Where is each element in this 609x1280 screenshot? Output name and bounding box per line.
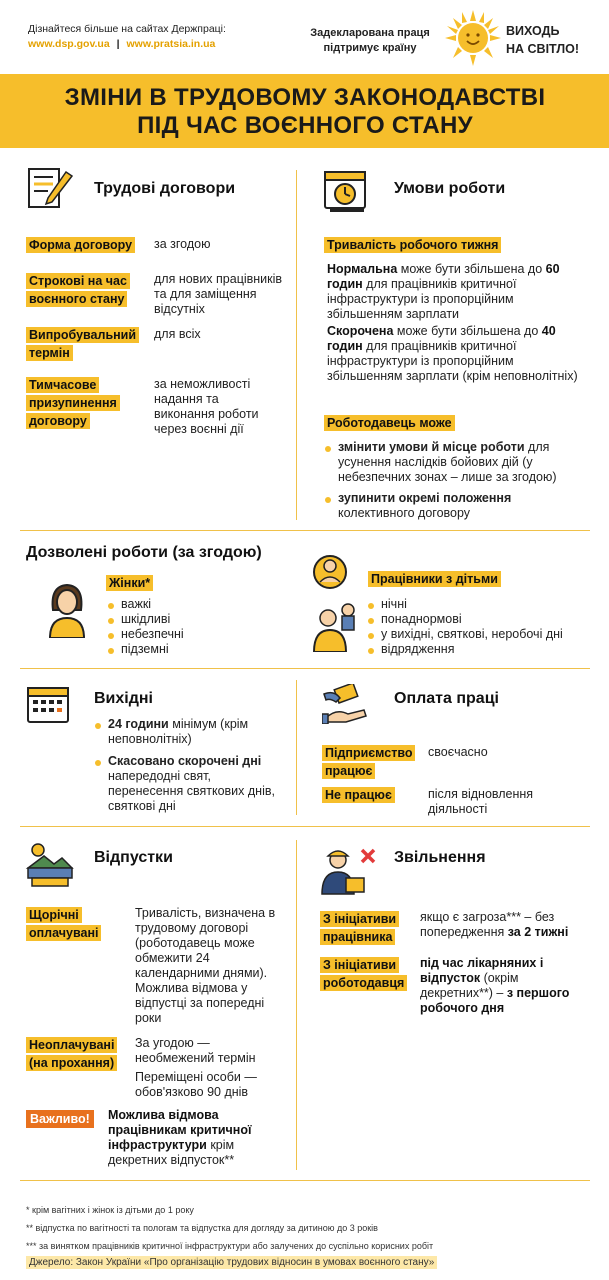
dismissal-employee-text (420, 910, 590, 940)
bullet-dot (108, 648, 114, 654)
contracts-title: Трудові договори (94, 180, 236, 197)
conditions-title: Умови роботи (394, 180, 506, 197)
short-hours: 40 годин (327, 324, 556, 353)
link-pratsia[interactable]: www.pratsia.in.ua (126, 38, 216, 50)
unpaid-tag: Неоплачувані (на прохання) (26, 1037, 117, 1071)
calendar-clock-icon (322, 166, 370, 214)
link-dsp[interactable]: www.dsp.gov.ua (28, 38, 110, 50)
slogan (300, 26, 440, 56)
weekend-cancel-item (108, 754, 288, 814)
dismissal-employee-tag: З ініціативи працівника (320, 911, 399, 945)
unpaid-wrap (26, 1036, 122, 1072)
divider-h2 (20, 668, 590, 669)
money-hands-icon (322, 684, 368, 724)
contract-form-text: за згодою (154, 237, 211, 251)
woman-icon (42, 580, 92, 638)
bullet-dot (325, 497, 331, 503)
bullet-dot (108, 618, 114, 624)
contracts-row-suspend (26, 376, 136, 430)
bullet-dot (325, 446, 331, 452)
contract-fixed-tag: Строкові на час воєнного стану (26, 273, 130, 307)
threat-mid: *** – без попередження (420, 910, 555, 939)
contract-document-icon (26, 166, 74, 212)
contract-fixed-text: для нових працівників та для заміщення відсутніх (154, 272, 283, 316)
week-duration-wrap (324, 236, 501, 254)
weekend-min-item (108, 717, 288, 747)
women-tag: Жінки* (106, 575, 153, 591)
weekend-cancel-bold: Скасовано скорочені дні (108, 754, 262, 768)
dismissal-employer-wrap (320, 956, 404, 992)
footnote-1: * крім вагітних і жінок із дітьми до 1 року (26, 1205, 194, 1215)
divider-h1 (20, 530, 590, 531)
vacations-title: Відпустки (94, 849, 173, 866)
annual-tag: Щорічні оплачувані (26, 907, 101, 941)
threat-text: якщо є загроза (420, 910, 507, 924)
parents-with-children-icon (308, 550, 360, 652)
vacation-landscape-icon (24, 838, 76, 888)
pay-working-tag: Підприємство працює (322, 745, 415, 779)
week-duration-tag: Тривалість робочого тижня (324, 237, 501, 253)
change-bold: змінити умови й місце роботи (338, 440, 525, 454)
bullet-dot (368, 618, 374, 624)
divider-v2 (296, 680, 297, 815)
divider-v3 (296, 840, 297, 1170)
weekend-cancel-rest: напередодні свят, перенесення святкових днів, святкові дні (108, 769, 275, 813)
allowed-title: Дозволені роботи (за згодою) (26, 544, 262, 561)
short-a: може бути збільшена до (393, 324, 542, 338)
brand-line1: ВИХОДЬ (506, 24, 560, 38)
contracts-row-fixed (26, 272, 146, 308)
suspend-rest: колективного договору (338, 506, 471, 520)
sun-logo-icon (444, 8, 502, 66)
contract-suspend-tag: Тимчасове призупинення договору (26, 377, 120, 429)
title-line1: ЗМІНИ В ТРУДОВОМУ ЗАКОНОДАВСТВІ (64, 84, 546, 111)
weekend-min-rest: мінімум (крім неповнолітніх) (108, 717, 249, 746)
parents-item: у вихідні, святкові, неробочі дні (381, 627, 563, 641)
bullet-dot (95, 723, 101, 729)
weekends-title: Вихідні (94, 690, 153, 707)
info-label: Дізнайтеся більше на сайтах Держпраці: (28, 23, 226, 35)
contract-suspend-text: за неможливості надання та виконання роботи через воєнні дії (154, 377, 259, 436)
pay-working-text: своєчасно (428, 745, 488, 759)
slogan-line1: Задекларована праця (310, 27, 430, 39)
page-title (20, 84, 590, 140)
parents-wrap (368, 570, 501, 588)
contracts-row-form (26, 236, 146, 254)
sick-end: з першого робочого дня (420, 986, 570, 1015)
pay-title: Оплата праці (394, 690, 499, 707)
employer-can-wrap (324, 414, 455, 432)
contract-probation-tag: Випробувальний термін (26, 327, 139, 361)
contracts-row-probation (26, 326, 146, 362)
important-badge: Важливо! (26, 1110, 94, 1128)
weekend-min-bold: 24 години (108, 717, 169, 731)
women-item: шкідливі (121, 612, 171, 626)
short-b: для працівників критичної інфраструктури із пропорційним збільшенням зарплати (крім неповнолітніх) (327, 339, 578, 383)
important-text (108, 1108, 288, 1168)
contract-form-tag: Форма договору (26, 237, 135, 253)
divider-h4 (20, 1180, 590, 1181)
change-rest: для усунення наслідків бойових дій (у небезпечних зонах – лише за згодою) (338, 440, 557, 484)
unpaid-text1: За угодою — необмежений термін (135, 1036, 256, 1065)
normal-a: може бути збільшена до (397, 262, 546, 276)
contract-probation-text: для всіх (154, 327, 201, 341)
divider-h3 (20, 826, 590, 827)
normal-hours: 60 годин (327, 262, 560, 291)
dismissal-employee-wrap (320, 910, 400, 946)
brand-text (506, 22, 579, 58)
bullet-dot (108, 633, 114, 639)
women-item: підземні (121, 642, 169, 656)
dismissal-title: Звільнення (394, 849, 486, 866)
divider-v1 (296, 170, 297, 520)
dismissal-worker-icon (320, 846, 376, 896)
women-item: важкі (121, 597, 152, 611)
women-wrap (106, 574, 153, 592)
short-week-text (327, 324, 589, 384)
short-label: Скорочена (327, 324, 394, 338)
unpaid-text2: Переміщені особи — обов'язково 90 днів (135, 1070, 257, 1099)
parents-item: відрядження (381, 642, 455, 656)
normal-week-text (327, 262, 589, 322)
normal-b: для працівників критичної інфраструктури із пропорційним збільшенням зарплати (327, 277, 517, 321)
pay-notworking-text: після відновлення діяльності (428, 787, 534, 816)
women-item: небезпечні (121, 627, 184, 641)
pay-row-working (322, 744, 418, 780)
dismissal-employer-text (420, 956, 590, 1016)
parents-item: нічні (381, 597, 407, 611)
employer-can-tag: Роботодавець може (324, 415, 455, 431)
dismissal-employer-tag: З ініціативи роботодавця (320, 957, 407, 991)
annual-wrap (26, 906, 110, 942)
important-bold: Можлива відмова працівникам критичної інфраструктури (108, 1108, 252, 1152)
title-line2: ПІД ЧАС ВОЄННОГО СТАНУ (137, 112, 473, 139)
sick-bold: під час лікарняних і відпусток (420, 956, 544, 985)
important-rest: крім декретних відпусток** (108, 1138, 235, 1167)
bullet-dot (108, 603, 114, 609)
link-separator: | (116, 38, 120, 50)
slogan-line2: підтримує країну (323, 42, 417, 54)
source-note: Джерело: Закон України «Про організацію трудових відносин в умовах воєнного стану» (26, 1256, 437, 1269)
bullet-dot (368, 633, 374, 639)
pay-notworking-tag: Не працює (322, 787, 395, 803)
normal-label: Нормальна (327, 262, 398, 276)
parents-item: понаднормові (381, 612, 462, 626)
bullet-dot (368, 648, 374, 654)
sick-mid: (окрім декретних**) – (420, 971, 519, 1000)
employer-change-item (338, 440, 588, 485)
bullet-dot (368, 603, 374, 609)
bullet-dot (95, 760, 101, 766)
employer-suspend-item (338, 491, 588, 521)
pay-row-notworking (322, 786, 418, 804)
annual-text: Тривалість, визначена в трудовому договорі (роботодавець може обмежити 24 календарними днями). Можлива відмова у відпустці за попередні роки (135, 906, 276, 1025)
brand-line2: НА СВІТЛО! (506, 42, 580, 56)
suspend-bold: зупинити окремі положення (338, 491, 512, 505)
footnote-2: ** відпустка по вагітності та пологам та відпустка для догляду за дитиною до 3 років (26, 1223, 378, 1233)
calendar-icon (26, 684, 70, 724)
parents-tag: Працівники з дітьми (368, 571, 501, 587)
header-info (28, 22, 226, 52)
footnote-3: *** за винятком працівників критичної інфраструктури або залучених до суспільно корисних робіт (26, 1241, 434, 1251)
threat-bold: за 2 тижні (507, 925, 569, 939)
